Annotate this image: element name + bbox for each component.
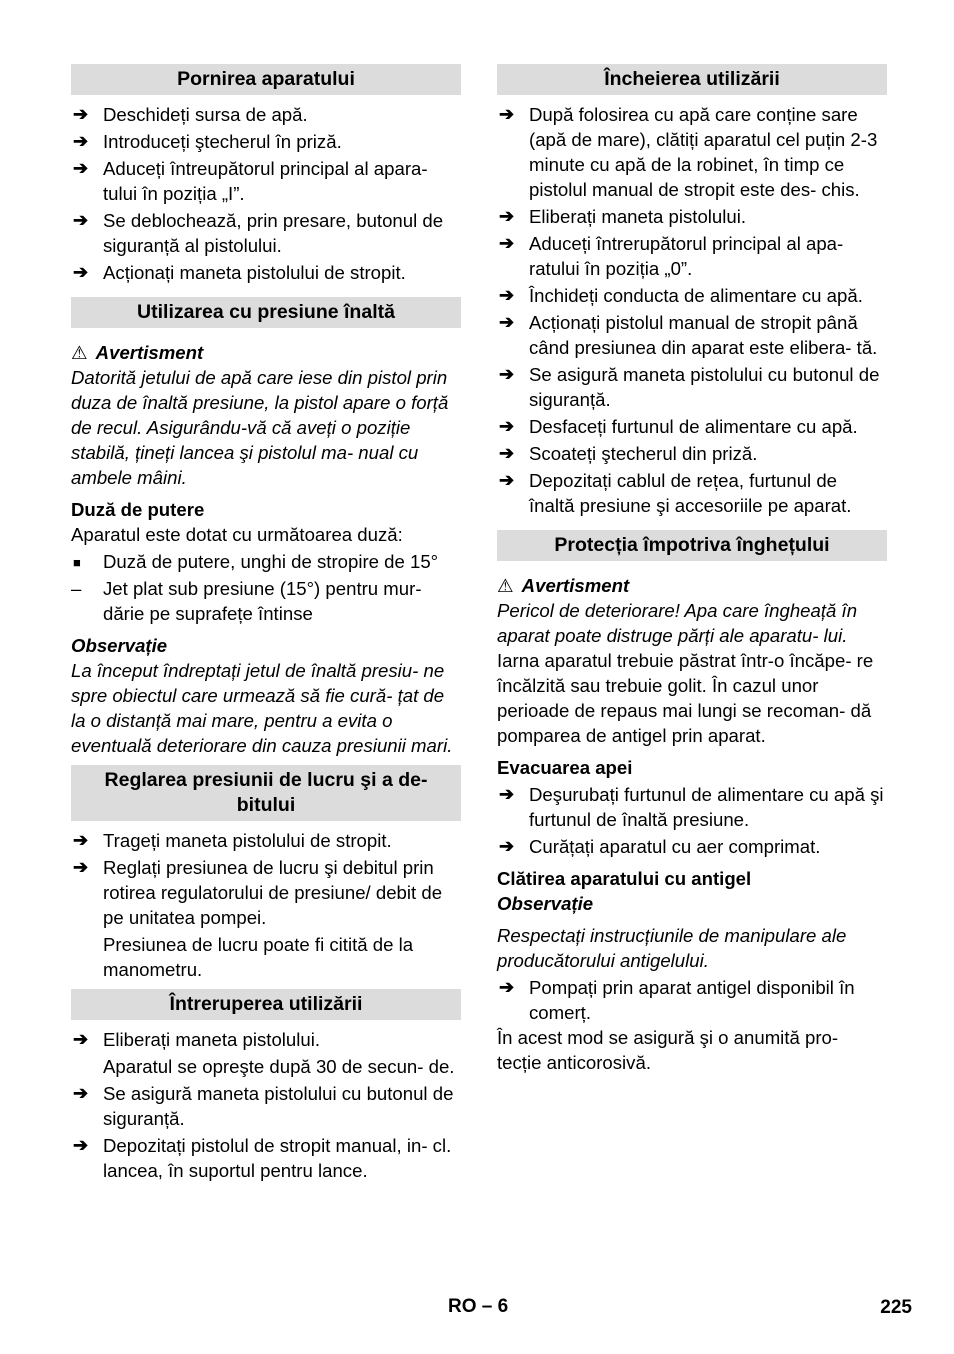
section-heading-pornirea: Pornirea aparatului: [71, 64, 461, 95]
step-item: ➔ Introduceți ştecherul în priză.: [73, 131, 342, 152]
step-item: ➔ Reglați presiunea de lucru şi debitul prin rotirea regulatorului de presiune/ debit de pe unitatea pompei.: [73, 857, 443, 928]
step-item: ➔ Eliberați maneta pistolului.: [499, 206, 747, 227]
warning-label: ⚠ Avertisment: [497, 575, 630, 596]
arrow-right-icon: ➔: [73, 104, 89, 124]
step-item: ➔ Închideți conducta de alimentare cu apă.: [499, 285, 863, 306]
step-item: ➔ Deschideți sursa de apă.: [73, 104, 308, 125]
nozzle-intro: Aparatul este dotat cu următoarea duză:: [71, 524, 403, 545]
nozzle-bullet: ■ Duză de putere, unghi de stropire de 15°: [71, 549, 461, 574]
note-label: Observație: [497, 893, 594, 914]
arrow-right-icon: ➔: [73, 857, 89, 877]
subheading-duza: Duză de putere: [71, 499, 205, 520]
arrow-right-icon: ➔: [499, 206, 515, 226]
left-column: [71, 64, 461, 1183]
arrow-right-icon: ➔: [73, 1029, 89, 1049]
step-item: ➔ Curățați aparatul cu aer comprimat.: [499, 836, 821, 857]
arrow-right-icon: ➔: [73, 1083, 89, 1103]
arrow-right-icon: ➔: [499, 443, 515, 463]
intreruperea-steps: [71, 1027, 461, 1183]
step-item: ➔ Desfaceți furtunul de alimentare cu apă.: [499, 416, 858, 437]
section-heading-incheierea: Încheierea utilizării: [497, 64, 887, 95]
arrow-right-icon: ➔: [499, 285, 515, 305]
section-heading-protectia: Protecția împotriva înghețului: [497, 530, 887, 561]
footer-language-code: RO – 6: [448, 1296, 509, 1317]
right-column: [497, 64, 887, 1075]
arrow-right-icon: ➔: [73, 830, 89, 850]
pornirea-steps: [71, 102, 461, 285]
step-item: ➔ Depozitați pistolul de stropit manual, in- cl. lancea, în suportul pentru lance.: [73, 1135, 452, 1181]
step-item: ➔ Se deblochează, prin presare, butonul de siguranță al pistolului.: [73, 210, 444, 256]
step-item: ➔ Aduceți întrerupătorul principal al apa- ratului în poziția „0”.: [499, 233, 844, 279]
step-item: ➔ Eliberați maneta pistolului.: [73, 1029, 321, 1050]
subheading-clatirea: Clătirea aparatului cu antigel: [497, 868, 752, 889]
arrow-right-icon: ➔: [499, 836, 515, 856]
warning-text: Datorită jetului de apă care iese din pistol prin duza de înaltă presiune, la pistol apare o forță de recul. Asigurându-vă că aveți o poziție stabilă, țineți lancea şi pistolul ma- nual cu ambele mâini.: [71, 367, 449, 488]
section-heading-reglarea: Reglarea presiunii de lucru şi a de- bitului: [71, 765, 461, 821]
arrow-right-icon: ➔: [499, 233, 515, 253]
warning-text: Pericol de deteriorare! Apa care îngheață în aparat poate distruge părți ale aparatu- lui.: [497, 600, 858, 646]
step-item: ➔ Deşurubați furtunul de alimentare cu apă şi furtunul de înaltă presiune.: [499, 784, 884, 830]
step-item: ➔ Aduceți întreupătorul principal al apara- tului în poziția „I”.: [73, 158, 428, 204]
dash-bullet-icon: –: [71, 578, 82, 599]
step-item: ➔ Se asigură maneta pistolului cu butonul de siguranță.: [73, 1083, 454, 1129]
step-extra-text: Presiunea de lucru poate fi citită de la manometru.: [103, 934, 414, 980]
warning-triangle-icon: ⚠: [497, 575, 514, 596]
warning-label: ⚠ Avertisment: [71, 342, 204, 363]
frost-body-text: Iarna aparatul trebuie păstrat într-o încăpe- re încălzită sau trebuie golit. În cazul unor perioade de repaus mai lungi se recoman- dă pomparea de antigel prin aparat.: [497, 650, 874, 746]
arrow-right-icon: ➔: [73, 262, 89, 282]
step-extra-text: Aparatul se opreşte după 30 de secun- de.: [103, 1056, 455, 1077]
arrow-right-icon: ➔: [499, 470, 515, 490]
note-text: La început îndreptați jetul de înaltă presiu- ne spre obiectul care urmează să fie cură- țat de la o distanță mai mare, pentru a evita o eventuală deteriorare din cauza presiunii mari.: [71, 660, 453, 756]
section-heading-intreruperea: Întreruperea utilizării: [71, 989, 461, 1020]
page-number: 225: [880, 1297, 912, 1318]
step-item: ➔ Acționați pistolul manual de stropit până când presiunea din aparat este elibera- tă.: [499, 312, 878, 358]
nozzle-dash-item: – Jet plat sub presiune (15°) pentru mur- dărie pe suprafețe întinse: [71, 578, 422, 624]
reglarea-steps: [71, 828, 461, 982]
square-bullet-icon: ■: [73, 555, 81, 570]
step-item: ➔ Pompați prin aparat antigel disponibil în comerț.: [499, 977, 855, 1023]
arrow-right-icon: ➔: [499, 364, 515, 384]
note-text: Respectați instrucțiunile de manipulare ale producătorului antigelului.: [497, 925, 847, 971]
step-item: ➔ Depozitați cablul de rețea, furtunul de înaltă presiune şi accesoriile pe aparat.: [499, 470, 852, 516]
arrow-right-icon: ➔: [499, 104, 515, 124]
subheading-evacuarea: Evacuarea apei: [497, 757, 633, 778]
step-item: ➔ După folosirea cu apă care conține sare (apă de mare), clătiți aparatul cel puțin 2-3 minute cu apă de la robinet, în timp ce pistolul manual de stropit este des- chis.: [499, 104, 878, 200]
arrow-right-icon: ➔: [499, 977, 515, 997]
step-item: ➔ Se asigură maneta pistolului cu butonul de siguranță.: [499, 364, 880, 410]
warning-triangle-icon: ⚠: [71, 342, 88, 363]
arrow-right-icon: ➔: [73, 158, 89, 178]
step-item: ➔ Scoateți ştecherul din priză.: [499, 443, 758, 464]
closing-text: În acest mod se asigură şi o anumită pro- tecție anticorosivă.: [497, 1027, 839, 1073]
incheierea-steps: [497, 102, 887, 518]
step-item: ➔ Trageți maneta pistolului de stropit.: [73, 830, 392, 851]
note-label: Observație: [71, 635, 168, 656]
arrow-right-icon: ➔: [499, 312, 515, 332]
arrow-right-icon: ➔: [73, 210, 89, 230]
arrow-right-icon: ➔: [499, 416, 515, 436]
step-item: ➔ Acționați maneta pistolului de stropit.: [73, 262, 406, 283]
arrow-right-icon: ➔: [73, 131, 89, 151]
arrow-right-icon: ➔: [499, 784, 515, 804]
arrow-right-icon: ➔: [73, 1135, 89, 1155]
section-heading-presiune-inalta: Utilizarea cu presiune înaltă: [71, 297, 461, 328]
